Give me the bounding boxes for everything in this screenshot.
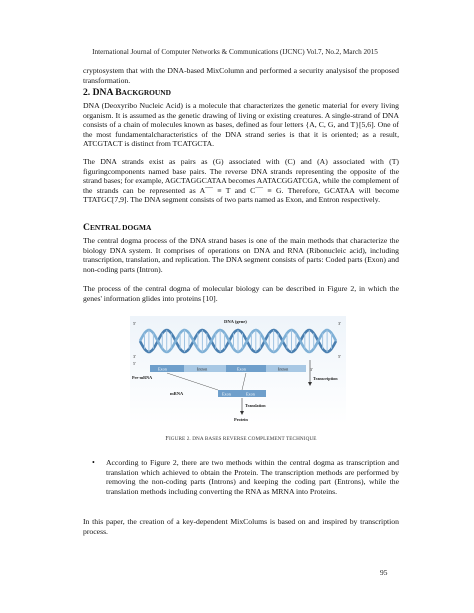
label-protein: Protein <box>234 417 248 422</box>
label-transcription: Transcription <box>313 376 338 381</box>
label-translation: Translation <box>245 403 266 408</box>
label-3-prime-top: 3' <box>338 321 342 326</box>
label-3-prime-premrna: 3' <box>310 367 313 372</box>
intro-paragraph: cryptosystem that with the DNA-based MixColumn and performed a security analysisof the proposed transformation. <box>83 66 399 85</box>
label-exon-1: Exon <box>158 366 167 372</box>
bullet-paragraph: According to Figure 2, there are two methods within the central dogma as transcription and translation which achieved to obtain the Protein. The transcription methods are performed by removing the non-coding parts (Introns) and keeping the coding part (Entrons), while the translation methods including converting the RNA as MRNA into Proteins. <box>106 458 399 496</box>
label-intron-1: Intron <box>197 366 208 372</box>
figure-caption <box>83 435 399 442</box>
central-dogma-figure <box>130 316 346 424</box>
central-paragraph-1: The central dogma process of the DNA strand bases is one of the main methods that characterize the biology DNA system. It comprises of operations on DNA and RNA (Ribonucleic acid), including transcription, translation, and replication. The DNA segment consists of parts: Coded parts (Exon) and non-coding parts (Intron). <box>83 236 399 274</box>
central-title-first: C <box>83 222 90 233</box>
bullet-icon: • <box>92 458 95 467</box>
section-heading-dna-background <box>83 87 171 98</box>
label-pre-mrna: Pre-mRNA <box>132 375 153 380</box>
exon-segment-1 <box>150 365 184 372</box>
central-title-rest: ENTRAL DOGMA <box>89 223 152 232</box>
label-mrna: mRNA <box>170 391 184 396</box>
label-exon-4: Exon <box>246 391 255 397</box>
central-paragraph-2: The process of the central dogma of molecular biology can be described in Figure 2, in which the genes' information glides into proteins [10]. <box>83 284 399 303</box>
journal-header: International Journal of Computer Networks & Communications (IJCNC) Vol.7, No.2, March 2015 <box>92 48 378 56</box>
label-exon-3: Exon <box>222 391 231 397</box>
section-number: 2. <box>83 87 93 98</box>
caption-rest: IGURE 2. DNA BASES REVERSE COMPLEMENT TECHNIQUE <box>168 436 317 442</box>
closing-paragraph: In this paper, the creation of a key-dependent MixColums is based on and inspired by transcription process. <box>83 517 399 536</box>
section-title-first: DNA B <box>92 87 122 98</box>
page-number: 95 <box>380 568 388 577</box>
label-5-prime-premrna: 5' <box>133 361 136 366</box>
dna-paragraph-1: DNA (Deoxyribo Nucleic Acid) is a molecule that characterizes the genetic material for every living organism. It is assumed as the genetic drawing of living or existing creatures. A single-strand of DNA consists of a chain of molecules known as bases, defined as four letters {A, C, G, and T}[5,6]. One of the most fundamentalcharacteristics of the DNA strand series is that it is oriented; as a result, ATCGTACT is distinct from TCATGCTA. <box>83 101 399 149</box>
caption-first: F <box>165 435 169 442</box>
label-exon-2: Exon <box>237 366 246 372</box>
section-title-rest: ACKGROUND <box>121 88 171 97</box>
label-dna-gene: DNA (gene) <box>224 319 247 324</box>
section-heading-central-dogma <box>83 222 151 233</box>
label-5-prime-bottom: 5' <box>338 354 342 359</box>
exon-segment-2 <box>226 365 266 372</box>
label-5-prime-top: 5' <box>133 321 137 326</box>
label-3-prime-bottom: 3' <box>133 354 137 359</box>
label-intron-2: Intron <box>278 366 289 372</box>
dna-paragraph-2: The DNA strands exist as pairs as (G) associated with (C) and (A) associated with (T) figuringcomponents named base pairs. The reverse DNA strands representing the opposite of the strand bases; for example, AGCTAGGCATAA becomes AATACGGATCGA, while the complement of the strands can be represented as A¯¯ ≡ T and C¯¯ ≡ G. Therefore, GCATAA will become TTATGC[7,9]. The DNA segment consists of two parts named as Exon, and Entron respectively. <box>83 157 399 205</box>
